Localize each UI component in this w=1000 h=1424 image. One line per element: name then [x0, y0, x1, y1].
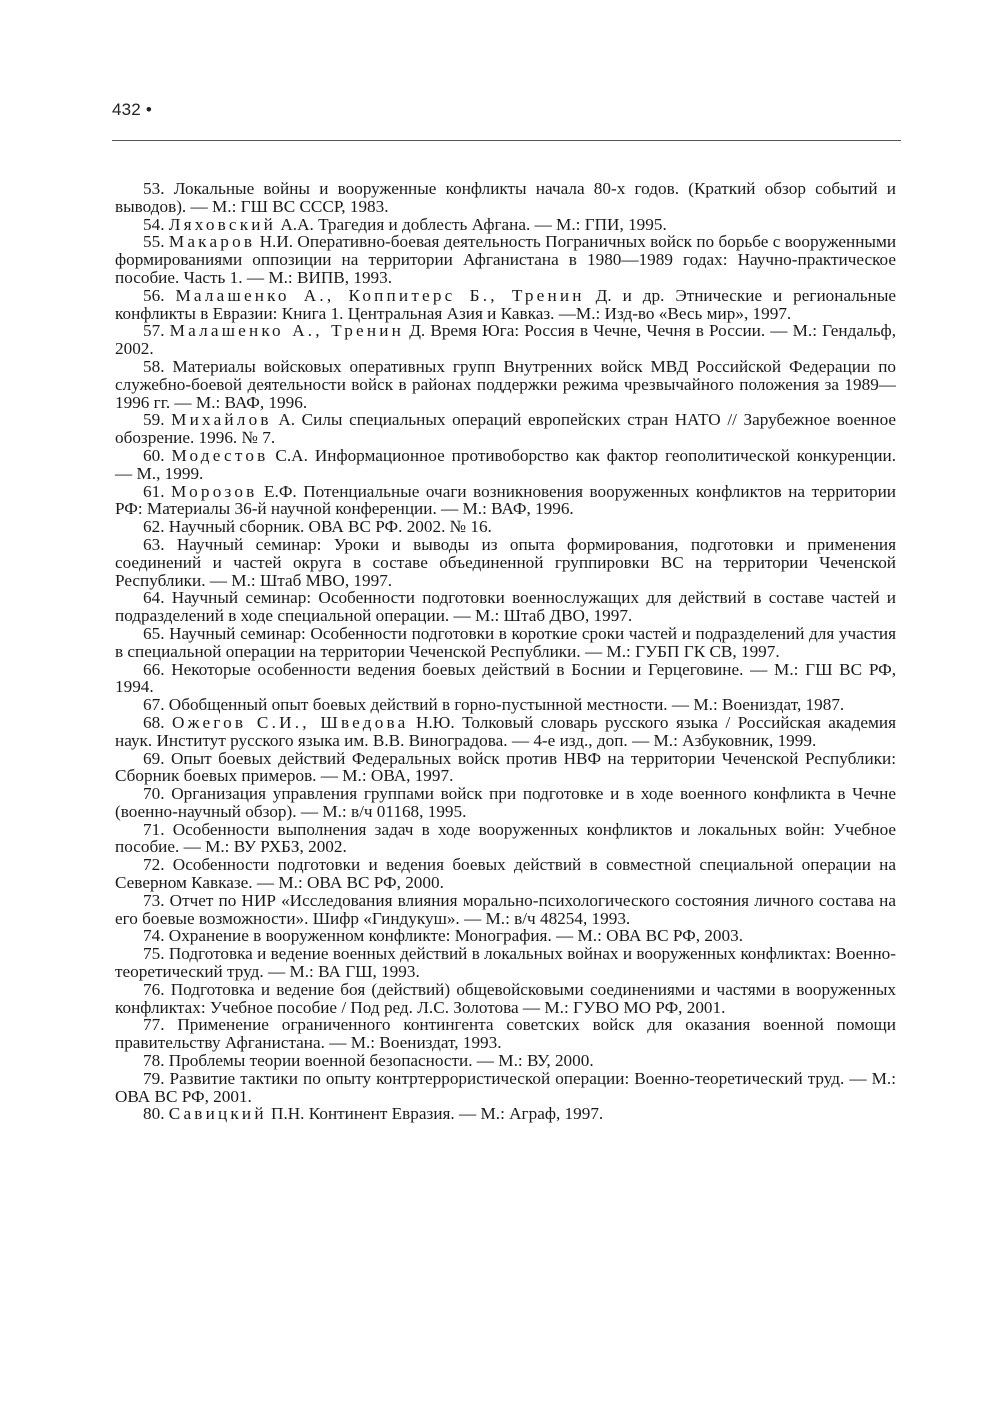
reference-number: 75 .	[143, 944, 169, 963]
reference-text: Охранение в вооруженном конфликте: Монография. — М.: ОВА ВС РФ, 2003.	[168, 926, 744, 946]
reference-item	[115, 358, 896, 411]
reference-item	[115, 892, 896, 928]
reference-number: 54 .	[143, 215, 169, 234]
reference-author: Савицкий	[168, 1104, 267, 1124]
reference-item	[115, 927, 896, 945]
reference-number: 72 .	[143, 855, 173, 874]
reference-item	[115, 661, 896, 697]
reference-text: А. Силы специальных операций европейских стран НАТО // Зарубежное военное обозрение. 1996. № 7.	[115, 410, 897, 448]
reference-text: Особенности выполнения задач в ходе вооруженных конфликтов и локальных войн: Учебное пособие. — М.: ВУ РХБЗ, 2002.	[115, 819, 897, 857]
reference-number: 69 .	[143, 749, 171, 768]
reference-text: С.А. Информационное противоборство как фактор геополитической конкуренции. — М., 1999.	[115, 445, 897, 483]
reference-author: Малашенко А., Тренин	[169, 321, 405, 341]
reference-number: 55 .	[143, 232, 169, 251]
reference-item	[115, 233, 896, 286]
reference-item	[115, 483, 896, 519]
reference-item	[115, 821, 896, 857]
reference-author: Михайлов	[171, 410, 272, 430]
reference-text: Особенности подготовки и ведения боевых действий в совместной специальной операции на Северном Кавказе. — М.: ОВА ВС РФ, 2000.	[115, 855, 896, 893]
reference-text: Обобщенный опыт боевых действий в горно-пустынной местности. — М.: Воениздат, 1987.	[168, 695, 845, 715]
reference-number: 74 .	[143, 926, 169, 945]
reference-text: Д. и др. Этнические и региональные конфликты в Евразии: Книга 1. Центральная Азия и Кавказ. —М.: Изд-во «Весь мир», 1997.	[115, 285, 897, 323]
reference-item	[115, 1052, 896, 1070]
reference-text: А.А. Трагедия и доблесть Афгана. — М.: ГПИ, 1995.	[280, 214, 667, 234]
reference-text: Научный семинар: Особенности подготовки военнослужащих для действий в составе частей и подразделений в ходе специальной операции. — М.: Штаб ДВО, 1997.	[115, 588, 896, 626]
reference-item	[115, 322, 896, 358]
page-header	[112, 100, 152, 120]
reference-number: 80 .	[143, 1104, 169, 1123]
reference-item	[115, 856, 896, 892]
reference-item	[115, 750, 896, 786]
reference-number: 63 .	[143, 535, 177, 554]
reference-text: Материалы войсковых оперативных групп Внутренних войск МВД Российской Федерации по служебно-боевой деятельности войск в районах поддержки режима чрезвычайного положения за 1989—1996 гг. — М.: ВАФ, 1996.	[115, 356, 897, 412]
reference-number: 57 .	[143, 321, 170, 340]
reference-item	[115, 1016, 896, 1052]
reference-number: 76 .	[143, 980, 171, 999]
reference-author: Модестов	[171, 445, 269, 465]
reference-item	[115, 536, 896, 589]
reference-number: 66 .	[143, 660, 171, 679]
reference-number: 71 .	[143, 820, 173, 839]
reference-number: 65 .	[143, 624, 169, 643]
reference-text: Научный семинар: Уроки и выводы из опыта формирования, подготовки и применения соединений и частей округа в составе объединенной группировки ВС на территории Чеченской Республики. — М.: Штаб МВО, 1997.	[115, 534, 896, 590]
reference-item	[115, 625, 896, 661]
header-divider	[112, 140, 901, 141]
reference-text: Научный сборник. ОВА ВС РФ. 2002. № 16.	[168, 517, 492, 537]
reference-number: 61 .	[143, 482, 171, 501]
reference-number: 68 .	[143, 713, 172, 732]
reference-item	[115, 696, 896, 714]
reference-text: Н.И. Оперативно-боевая деятельность Пограничных войск по борьбе с вооруженными формированиями оппозиции на территории Афганистана в 1980—1989 годах: Научно-практическое пособие. Часть 1. — М.: ВИПВ, 1993.	[115, 232, 897, 287]
reference-text: П.Н. Континент Евразия. — М.: Аграф, 1997.	[271, 1104, 604, 1124]
reference-text: Некоторые особенности ведения боевых действий в Боснии и Герцеговине. — М.: ГШ ВС РФ, 1994.	[115, 659, 896, 697]
reference-author: Ожегов С.И., Шведова	[172, 712, 409, 732]
reference-number: 70 .	[143, 784, 171, 803]
reference-number: 64 .	[143, 588, 172, 607]
page-number: 432	[112, 100, 141, 119]
reference-number: 67 .	[143, 695, 169, 714]
reference-number: 56 .	[143, 286, 175, 305]
reference-number: 58 .	[143, 357, 173, 376]
reference-number: 62 .	[143, 517, 169, 536]
reference-list	[115, 180, 896, 1123]
reference-item	[115, 180, 896, 216]
reference-author: Ляховский	[168, 214, 277, 234]
reference-number: 53 .	[143, 179, 174, 198]
reference-number: 77 .	[143, 1015, 177, 1034]
reference-item	[115, 1070, 896, 1106]
reference-number: 73 .	[143, 891, 170, 910]
reference-item	[115, 589, 896, 625]
reference-author: Макаров	[168, 232, 256, 252]
reference-text: Д. Время Юга: Россия в Чечне, Чечня в России. — М.: Гендальф, 2002.	[115, 321, 896, 359]
reference-item	[115, 785, 896, 821]
reference-text: Применение ограниченного контингента советских войск для оказания военной помощи правительству Афганистана. — М.: Воениздат, 1993.	[115, 1015, 896, 1053]
reference-text: Н.Ю. Толковый словарь русского языка / Российская академия наук. Институт русского языка им. В.В. Виноградова. — 4-е изд., доп. — М.: Азбуковник, 1999.	[115, 712, 896, 750]
reference-text: Подготовка и ведение боя (действий) общевойсковыми соединениями и частями в вооруженных конфликтах: Учебное пособие / Под ред. Л.С. Золотова — М.: ГУВО МО РФ, 2001.	[115, 979, 896, 1017]
reference-item	[115, 216, 896, 234]
reference-number: 60 .	[143, 446, 171, 465]
reference-item	[115, 981, 896, 1017]
reference-item	[115, 518, 896, 536]
reference-item	[115, 1105, 896, 1123]
reference-number: 59 .	[143, 410, 171, 429]
reference-text: Локальные войны и вооруженные конфликты начала 80-х годов. (Краткий обзор событий и выводов). — М.: ГШ ВС СССР, 1983.	[115, 179, 897, 216]
reference-text: Организация управления группами войск при подготовке и в ходе военного конфликта в Чечне (военно-научный обзор). — М.: в/ч 01168, 1995.	[115, 784, 896, 821]
reference-number: 79 .	[143, 1069, 170, 1088]
reference-text: Е.Ф. Потенциальные очаги возникновения вооруженных конфликтов на территории РФ: Материалы 36-й научной конференции. — М.: ВАФ, 1996.	[115, 481, 897, 519]
reference-text: Подготовка и ведение военных действий в локальных войнах и вооруженных конфликтах: Военно-теоретический труд. — М.: ВА ГШ, 1993.	[115, 944, 896, 982]
reference-item	[115, 287, 896, 323]
reference-item	[115, 447, 896, 483]
reference-author: Малашенко А., Коппитерс Б., Тренин	[175, 285, 585, 305]
reference-text: Проблемы теории военной безопасности. — М.: ВУ, 2000.	[168, 1051, 594, 1071]
reference-number: 78 .	[143, 1051, 169, 1070]
reference-text: Развитие тактики по опыту контртеррористической операции: Военно-теоретический труд. — М.: ОВА ВС РФ, 2001.	[115, 1068, 897, 1106]
reference-item	[115, 714, 896, 750]
reference-text: Научный семинар: Особенности подготовки в короткие сроки частей и подразделений для участия в специальной операции на территории Чеченской Республики. — М.: ГУБП ГК СВ, 1997.	[115, 623, 896, 661]
reference-item	[115, 945, 896, 981]
reference-author: Морозов	[171, 481, 258, 501]
reference-text: Отчет по НИР «Исследования влияния морально-психологического состояния личного состава на его боевые возможности». Шифр «Гиндукуш». — М.: в/ч 48254, 1993.	[115, 890, 897, 928]
reference-item	[115, 411, 896, 447]
reference-text: Опыт боевых действий Федеральных войск против НВФ на территории Чеченской Республики: Сборник боевых примеров. — М.: ОВА, 1997.	[115, 748, 896, 786]
page-number-bullet: •	[145, 100, 153, 119]
